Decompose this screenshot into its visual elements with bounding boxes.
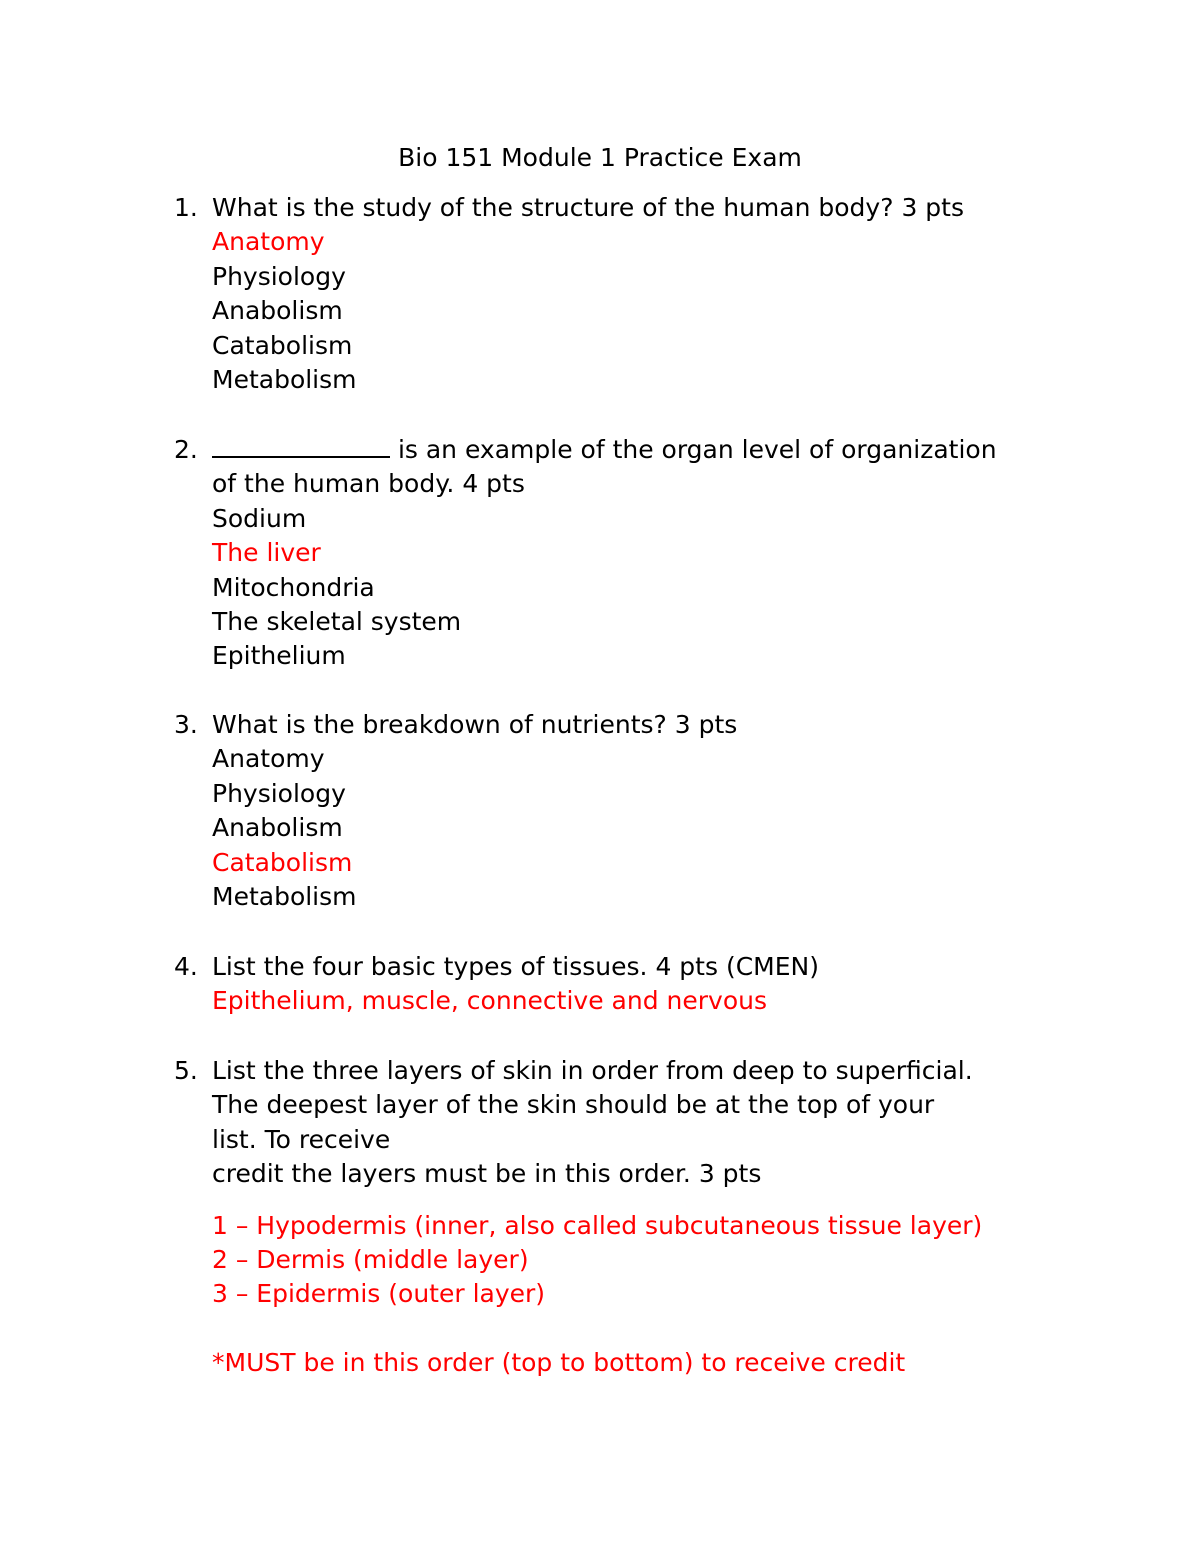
question-3	[174, 708, 1174, 914]
answer-option: The skeletal system	[212, 607, 462, 637]
answer-option-correct: The liver	[212, 538, 321, 568]
question-prompt-continued: of the human body. 4 pts	[212, 469, 525, 499]
question-prompt: List the four basic types of tissues. 4 pts (CMEN)	[212, 952, 819, 981]
answer-option-correct: Anatomy	[212, 227, 325, 257]
question-number: 1.	[174, 193, 198, 222]
answer-option: Metabolism	[212, 882, 357, 912]
answer-note: *MUST be in this order (top to bottom) to receive credit	[212, 1347, 906, 1377]
answer-option: Sodium	[212, 503, 307, 533]
fill-in-blank	[212, 434, 390, 458]
answer-option: Metabolism	[212, 365, 357, 395]
question-prompt: List the three layers of skin in order from deep to superficial.	[212, 1056, 973, 1085]
question-prompt: What is the breakdown of nutrients? 3 pts	[212, 710, 738, 739]
question-prompt-continued: list. To receive	[212, 1124, 391, 1154]
question-1	[174, 191, 1174, 397]
question-5	[174, 1054, 1174, 1380]
answer-option: Physiology	[212, 778, 346, 808]
page-title: Bio 151 Module 1 Practice Exam	[398, 143, 802, 172]
answer-option: Anabolism	[212, 813, 343, 843]
question-number: 3.	[174, 710, 198, 739]
answer-option: Mitochondria	[212, 572, 375, 602]
question-prompt-continued: credit the layers must be in this order. 3 pts	[212, 1159, 762, 1189]
answer-layer-2: 2 – Dermis (middle layer)	[212, 1245, 529, 1275]
question-prompt: is an example of the organ level of organization	[390, 435, 997, 464]
answer-layer-1: 1 – Hypodermis (inner, also called subcutaneous tissue layer)	[212, 1210, 983, 1240]
question-2	[174, 433, 1174, 674]
question-prompt: What is the study of the structure of the human body? 3 pts	[212, 193, 964, 222]
answer-option: Anabolism	[212, 296, 343, 326]
answer-layer-3: 3 – Epidermis (outer layer)	[212, 1279, 546, 1309]
answer-option: Epithelium	[212, 641, 346, 671]
answer-option: Physiology	[212, 261, 346, 291]
question-4	[174, 950, 1174, 1019]
answer-option: Catabolism	[212, 330, 353, 360]
question-prompt-continued: The deepest layer of the skin should be at the top of your	[212, 1090, 935, 1120]
question-number: 4.	[174, 952, 198, 981]
answer-text: Epithelium, muscle, connective and nervous	[212, 986, 767, 1016]
question-number: 5.	[174, 1056, 198, 1085]
answer-option-correct: Catabolism	[212, 847, 353, 877]
question-number: 2.	[174, 435, 198, 464]
answer-option: Anatomy	[212, 744, 325, 774]
